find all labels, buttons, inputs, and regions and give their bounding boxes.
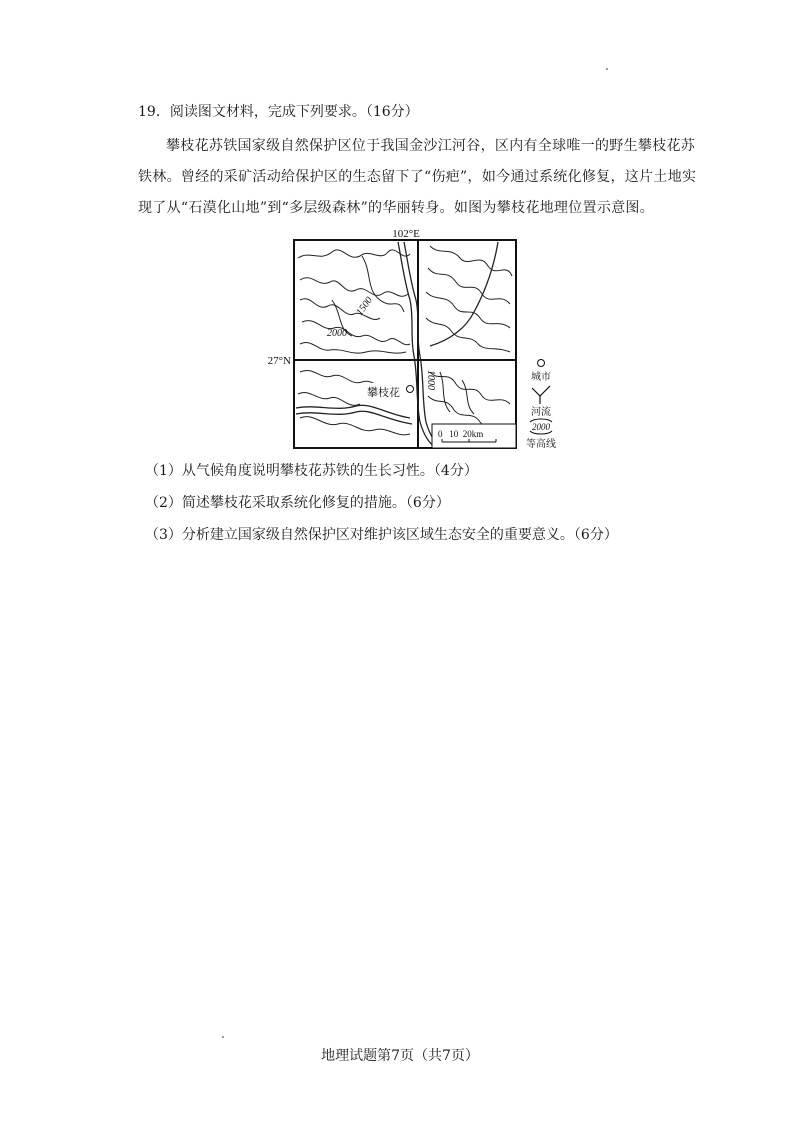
contour-label-1000: 1000 xyxy=(425,370,436,390)
scale-label: 0 10 20km xyxy=(438,429,484,439)
page-footer: 地理试题第7页（共7页） xyxy=(321,1048,479,1064)
legend-city-icon xyxy=(538,360,545,367)
subquestion-2: （2）简述攀枝花采取系统化修复的措施。（6分） xyxy=(145,495,450,511)
subquestion-3: （3）分析建立国家级自然保护区对维护该区域生态安全的重要意义。（6分） xyxy=(145,527,618,543)
question-title: 19．阅读图文材料，完成下列要求。（16分） xyxy=(138,104,419,120)
contour-label-2000: 2000 xyxy=(327,328,347,339)
question-paragraph: 攀枝花苏铁国家级自然保护区位于我国金沙江河谷，区内有全球唯一的野生攀枝花苏铁林。曾经的采矿活动给保护区的生态留下了“伤疤”，如今通过系统化修复，这片土地实现了从“石漠化山地”到“多层级森林”的华丽转身。如图为攀枝花地理位置示意图。 xyxy=(138,138,697,216)
subquestion-1: （1）从气候角度说明攀枝花苏铁的生长习性。（4分） xyxy=(145,463,478,479)
longitude-label: 102°E xyxy=(392,228,420,240)
latitude-label: 27°N xyxy=(267,355,291,367)
scan-speck xyxy=(606,68,608,70)
city-label: 攀枝花 xyxy=(367,386,400,399)
river-lines xyxy=(296,242,498,448)
contour-label-1500: 1500 xyxy=(354,295,375,318)
contour-lines xyxy=(298,246,512,435)
location-map xyxy=(260,225,580,455)
legend-contour-value: 2000 xyxy=(532,422,550,432)
legend-river-icon xyxy=(532,386,550,404)
legend-river-label: 河流 xyxy=(531,407,551,418)
legend-city-label: 城市 xyxy=(531,372,551,383)
city-marker xyxy=(407,386,414,393)
scan-speck xyxy=(222,1036,224,1038)
legend-contour-label: 等高线 xyxy=(526,439,556,450)
